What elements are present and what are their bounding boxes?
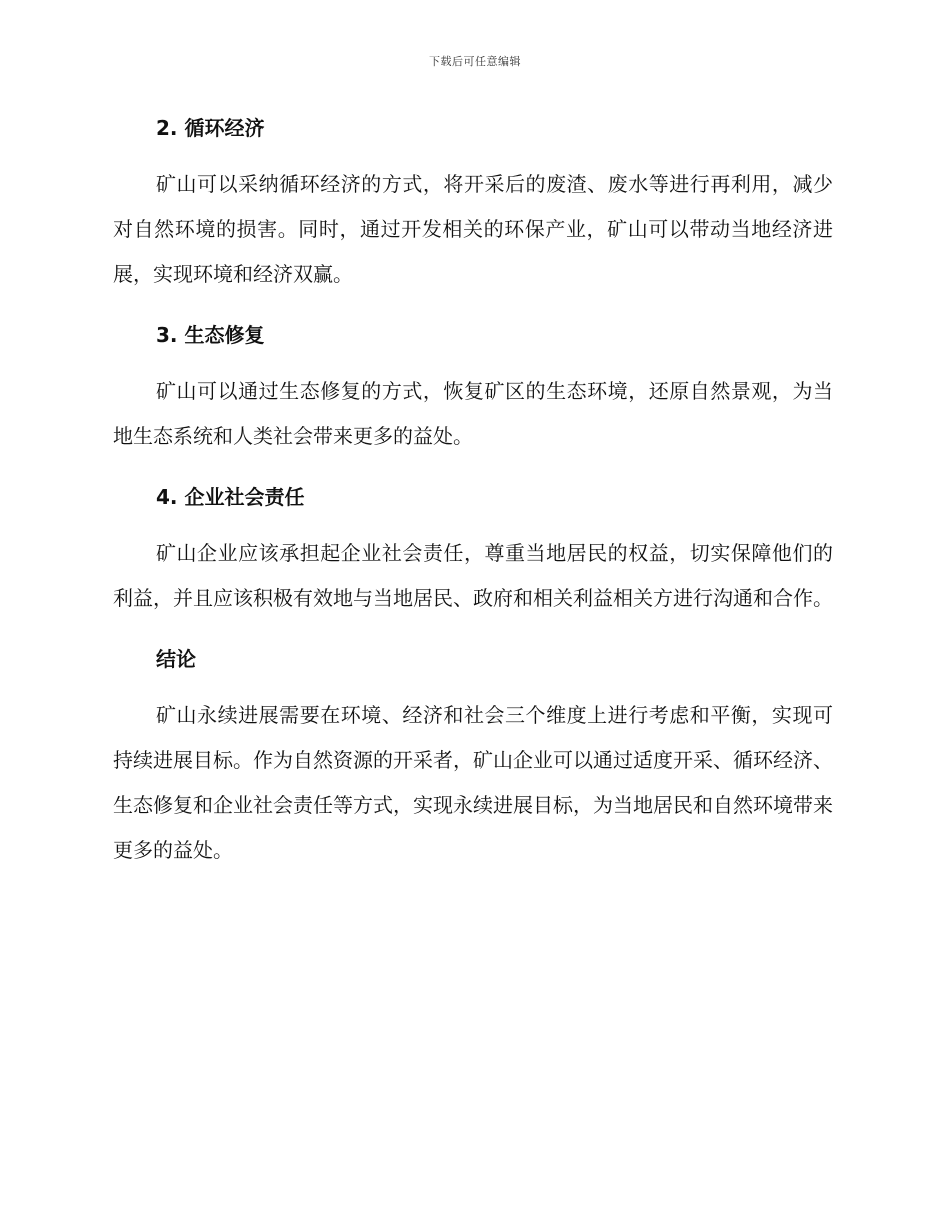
section-heading-circular-economy: 2. 循环经济 — [156, 116, 265, 140]
section-heading-conclusion: 结论 — [156, 647, 196, 671]
section-body-ecological-restoration: 矿山可以通过生态修复的方式，恢复矿区的生态环境，还原自然景观，为当地生态系统和人类社会带来更多的益处。 — [113, 379, 833, 448]
page-header-note: 下载后可任意编辑 — [429, 55, 521, 68]
section-heading-ecological-restoration: 3. 生态修复 — [156, 323, 265, 347]
section-body-conclusion: 矿山永续进展需要在环境、经济和社会三个维度上进行考虑和平衡，实现可持续进展目标。作为自然资源的开采者，矿山企业可以通过适度开采、循环经济、生态修复和企业社会责任等方式，实现永续进展目标，为当地居民和自然环境带来更多的益处。 — [113, 703, 833, 862]
document-body — [113, 112, 833, 873]
section-heading-corporate-responsibility: 4. 企业社会责任 — [156, 485, 305, 509]
section-body-circular-economy: 矿山可以采纳循环经济的方式，将开采后的废渣、废水等进行再利用，减少对自然环境的损害。同时，通过开发相关的环保产业，矿山可以带动当地经济进展，实现环境和经济双赢。 — [113, 172, 833, 286]
section-body-corporate-responsibility: 矿山企业应该承担起企业社会责任，尊重当地居民的权益，切实保障他们的利益，并且应该积极有效地与当地居民、政府和相关利益相关方进行沟通和合作。 — [113, 541, 833, 610]
